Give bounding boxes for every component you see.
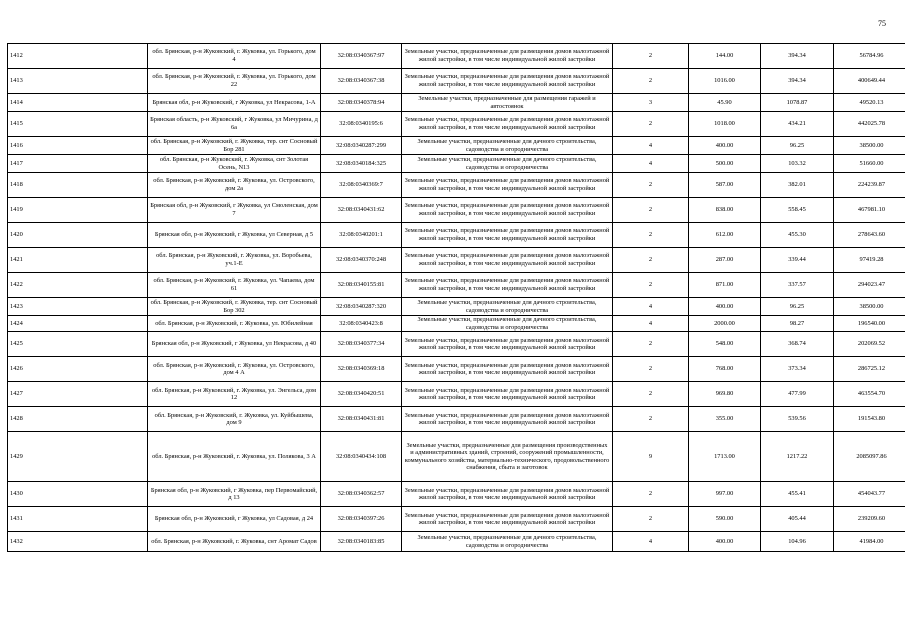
row-land-use: Земельные участки, предназначенные для размещения производственных и административных зданий, строений, сооружений промышленности, коммунального хозяйства, материально-технического, продовольственного снабжения, сбыта и заготовок [402,432,613,482]
row-cadastral-number: 32:08:0340367:38 [321,69,402,94]
row-number: 1415 [8,112,148,137]
row-cadastral-value: 239209.60 [834,507,905,532]
row-cadastral-number: 32:08:0340434:108 [321,432,402,482]
row-number: 1428 [8,407,148,432]
row-category: 4 [613,298,689,316]
row-number: 1413 [8,69,148,94]
row-area: 871.00 [689,273,761,298]
row-land-use: Земельные участки, предназначенные для размещения домов малоэтажной жилой застройки, в том числе индивидуальной жилой застройки [402,44,613,69]
table-row [8,298,905,316]
row-land-use: Земельные участки, предназначенные для дачного строительства, садоводства и огородничества [402,316,613,332]
row-cadastral-number: 32:08:0340369:7 [321,173,402,198]
table-row [8,407,905,432]
row-land-use: Земельные участки, предназначенные для дачного строительства, садоводства и огородничества [402,532,613,552]
row-address: Брянская обл, р-н Жуковский, г Жуковка, ул Некрасова, д 40 [148,332,321,357]
row-number: 1420 [8,223,148,248]
row-category: 4 [613,316,689,332]
row-land-use: Земельные участки, предназначенные для размещения домов малоэтажной жилой застройки, в том числе индивидуальной жилой застройки [402,112,613,137]
row-category: 2 [613,248,689,273]
row-category: 2 [613,507,689,532]
row-area: 997.00 [689,482,761,507]
row-category: 2 [613,112,689,137]
row-specific-value: 339.44 [761,248,834,273]
row-address: обл. Брянская, р-н Жуковский, г. Жуковка, тер. снт Сосновый Бор 281 [148,137,321,155]
row-number: 1424 [8,316,148,332]
table-row [8,248,905,273]
row-cadastral-value: 224239.87 [834,173,905,198]
row-area: 500.00 [689,155,761,173]
row-category: 2 [613,273,689,298]
row-cadastral-value: 56784.96 [834,44,905,69]
row-land-use: Земельные участки, предназначенные для размещения домов малоэтажной жилой застройки, в том числе индивидуальной жилой застройки [402,482,613,507]
row-cadastral-value: 454043.77 [834,482,905,507]
row-number: 1425 [8,332,148,357]
row-land-use: Земельные участки, предназначенные для размещения домов малоэтажной жилой застройки, в том числе индивидуальной жилой застройки [402,332,613,357]
row-area: 400.00 [689,298,761,316]
row-address: обл. Брянская, р-н Жуковский, г. Жуковка, снт Золотая Осень, N13 [148,155,321,173]
row-number: 1423 [8,298,148,316]
row-cadastral-number: 32:08:0340287:299 [321,137,402,155]
row-specific-value: 104.96 [761,532,834,552]
row-area: 2000.00 [689,316,761,332]
row-land-use: Земельные участки, предназначенные для размещения домов малоэтажной жилой застройки, в том числе индивидуальной жилой застройки [402,69,613,94]
row-area: 144.00 [689,44,761,69]
row-address: Брянская обл, р-н Жуковский, г Жуковка, ул Некрасова, 1-А [148,94,321,112]
row-number: 1417 [8,155,148,173]
row-category: 2 [613,332,689,357]
row-area: 1713.00 [689,432,761,482]
row-land-use: Земельные участки, предназначенные для размещения домов малоэтажной жилой застройки, в том числе индивидуальной жилой застройки [402,507,613,532]
row-specific-value: 368.74 [761,332,834,357]
row-address: обл. Брянская, р-н Жуковский, г. Жуковка, ул. Горького, дом 22 [148,69,321,94]
row-land-use: Земельные участки, предназначенные для дачного строительства, садоводства и огородничества [402,137,613,155]
row-cadastral-number: 32:08:0340184:325 [321,155,402,173]
row-specific-value: 382.01 [761,173,834,198]
row-category: 9 [613,432,689,482]
row-cadastral-number: 32:08:0340377:34 [321,332,402,357]
row-category: 3 [613,94,689,112]
table-row [8,112,905,137]
row-address: обл. Брянская, р-н Жуковский, г. Жуковка, ул. Островского, дом 4 А [148,357,321,382]
row-number: 1412 [8,44,148,69]
row-specific-value: 394.34 [761,44,834,69]
row-category: 2 [613,173,689,198]
row-number: 1427 [8,382,148,407]
row-specific-value: 394.34 [761,69,834,94]
table-row [8,69,905,94]
row-specific-value: 539.56 [761,407,834,432]
row-specific-value: 1217.22 [761,432,834,482]
row-area: 1016.00 [689,69,761,94]
row-land-use: Земельные участки, предназначенные для размещения домов малоэтажной жилой застройки, в том числе индивидуальной жилой застройки [402,407,613,432]
row-specific-value: 558.45 [761,198,834,223]
row-category: 2 [613,357,689,382]
row-cadastral-number: 32:08:0340362:57 [321,482,402,507]
row-address: обл. Брянская, р-н Жуковский, г. Жуковка, ул. Островского, дом 2а [148,173,321,198]
row-number: 1429 [8,432,148,482]
row-land-use: Земельные участки, предназначенные для дачного строительства, садоводства и огородничества [402,155,613,173]
row-cadastral-number: 32:08:0340287:320 [321,298,402,316]
row-specific-value: 434.21 [761,112,834,137]
row-number: 1414 [8,94,148,112]
row-cadastral-value: 97419.28 [834,248,905,273]
table-row [8,273,905,298]
row-category: 2 [613,69,689,94]
row-specific-value: 98.27 [761,316,834,332]
row-specific-value: 455.41 [761,482,834,507]
row-cadastral-number: 32:08:0340370:248 [321,248,402,273]
row-category: 4 [613,532,689,552]
row-area: 590.00 [689,507,761,532]
row-address: Брянская обл, р-н Жуковский, г Жуковка, ул Смоленская, дом 7 [148,198,321,223]
row-area: 612.00 [689,223,761,248]
row-number: 1426 [8,357,148,382]
row-specific-value: 477.99 [761,382,834,407]
page-number: 75 [878,19,886,28]
row-address: обл. Брянская, р-н Жуковский, г. Жуковка, ул. Горького, дом 4 [148,44,321,69]
row-area: 355.00 [689,407,761,432]
table-row [8,332,905,357]
row-number: 1422 [8,273,148,298]
row-category: 2 [613,482,689,507]
row-cadastral-number: 32:08:0340431:62 [321,198,402,223]
table-row [8,507,905,532]
row-number: 1418 [8,173,148,198]
row-cadastral-number: 32:08:0340155:81 [321,273,402,298]
row-cadastral-value: 202069.52 [834,332,905,357]
cadastral-value-table [7,43,905,552]
row-cadastral-number: 32:08:0340423:8 [321,316,402,332]
row-category: 2 [613,223,689,248]
row-specific-value: 96.25 [761,298,834,316]
row-land-use: Земельные участки, предназначенные для дачного строительства, садоводства и огородничества [402,298,613,316]
row-cadastral-value: 294023.47 [834,273,905,298]
row-address: обл. Брянская, р-н Жуковский, г. Жуковка, ул. Чапаева, дом 61 [148,273,321,298]
row-address: обл. Брянская, р-н Жуковский, г. Жуковка, снт Аромат Садов [148,532,321,552]
row-area: 400.00 [689,532,761,552]
row-land-use: Земельные участки, предназначенные для размещения гаражей и автостоянок [402,94,613,112]
row-land-use: Земельные участки, предназначенные для размещения домов малоэтажной жилой застройки, в том числе индивидуальной жилой застройки [402,173,613,198]
table-body [8,44,905,552]
row-cadastral-number: 32:08:0340195:6 [321,112,402,137]
table-row [8,532,905,552]
row-cadastral-number: 32:08:0340431:81 [321,407,402,432]
table-row [8,357,905,382]
row-category: 2 [613,382,689,407]
row-number: 1421 [8,248,148,273]
row-specific-value: 455.30 [761,223,834,248]
row-cadastral-value: 286725.12 [834,357,905,382]
table-row [8,44,905,69]
row-specific-value: 1078.87 [761,94,834,112]
table-row [8,432,905,482]
row-area: 768.00 [689,357,761,382]
table-row [8,223,905,248]
row-land-use: Земельные участки, предназначенные для размещения домов малоэтажной жилой застройки, в том числе индивидуальной жилой застройки [402,273,613,298]
row-address: обл. Брянская, р-н Жуковский, г. Жуковка, ул. Куйбышева, дом 9 [148,407,321,432]
row-area: 45.90 [689,94,761,112]
row-cadastral-number: 32:08:0340420:51 [321,382,402,407]
row-land-use: Земельные участки, предназначенные для размещения домов малоэтажной жилой застройки, в том числе индивидуальной жилой застройки [402,248,613,273]
table-row [8,316,905,332]
row-cadastral-value: 38500.00 [834,298,905,316]
row-address: Брянская обл, р-н Жуковский, г Жуковка, пер Первомайский, д 13 [148,482,321,507]
row-category: 2 [613,198,689,223]
row-number: 1430 [8,482,148,507]
row-cadastral-value: 400649.44 [834,69,905,94]
row-address: обл. Брянская, р-н Жуковский, г. Жуковка, ул. Энгельса, дом 12 [148,382,321,407]
row-category: 4 [613,155,689,173]
table-row [8,155,905,173]
row-address: обл. Брянская, р-н Жуковский, г. Жуковка, ул. Воробьева, уч.1-Е [148,248,321,273]
row-land-use: Земельные участки, предназначенные для размещения домов малоэтажной жилой застройки, в том числе индивидуальной жилой застройки [402,198,613,223]
table-row [8,198,905,223]
row-area: 587.00 [689,173,761,198]
row-address: обл. Брянская, р-н Жуковский, г. Жуковка, ул. Юбилейная [148,316,321,332]
table-row [8,382,905,407]
table-row [8,173,905,198]
row-address: Брянская область, р-н Жуковский, г Жуковка, ул Мичурина, д 6а [148,112,321,137]
row-category: 4 [613,137,689,155]
row-specific-value: 103.32 [761,155,834,173]
row-land-use: Земельные участки, предназначенные для размещения домов малоэтажной жилой застройки, в том числе индивидуальной жилой застройки [402,382,613,407]
table-row [8,94,905,112]
row-cadastral-value: 463554.70 [834,382,905,407]
row-category: 2 [613,44,689,69]
row-category: 2 [613,407,689,432]
row-cadastral-value: 51660.00 [834,155,905,173]
row-land-use: Земельные участки, предназначенные для размещения домов малоэтажной жилой застройки, в том числе индивидуальной жилой застройки [402,357,613,382]
table-row [8,482,905,507]
row-cadastral-number: 32:08:0340367:97 [321,44,402,69]
row-cadastral-value: 2085097.86 [834,432,905,482]
row-area: 287.00 [689,248,761,273]
row-number: 1416 [8,137,148,155]
row-cadastral-value: 196540.00 [834,316,905,332]
row-land-use: Земельные участки, предназначенные для размещения домов малоэтажной жилой застройки, в том числе индивидуальной жилой застройки [402,223,613,248]
row-number: 1431 [8,507,148,532]
table-row [8,137,905,155]
row-cadastral-value: 41984.00 [834,532,905,552]
row-area: 838.00 [689,198,761,223]
row-cadastral-value: 191543.80 [834,407,905,432]
row-area: 969.80 [689,382,761,407]
row-cadastral-value: 38500.00 [834,137,905,155]
row-address: Брянская обл, р-н Жуковский, г Жуковка, ул Северная, д 5 [148,223,321,248]
row-cadastral-number: 32:08:0340183:85 [321,532,402,552]
row-number: 1432 [8,532,148,552]
row-cadastral-value: 278643.60 [834,223,905,248]
row-specific-value: 405.44 [761,507,834,532]
row-area: 548.00 [689,332,761,357]
row-number: 1419 [8,198,148,223]
row-address: Брянская обл, р-н Жуковский, г Жуковка, ул Садовая, д 24 [148,507,321,532]
row-specific-value: 96.25 [761,137,834,155]
row-address: обл. Брянская, р-н Жуковский, г. Жуковка, тер. снт Сосновый Бор 302 [148,298,321,316]
row-cadastral-value: 467981.10 [834,198,905,223]
row-cadastral-number: 32:08:0340378:94 [321,94,402,112]
row-address: обл. Брянская, р-н Жуковский, г. Жуковка, ул. Полякова, 3 А [148,432,321,482]
row-specific-value: 337.57 [761,273,834,298]
row-cadastral-value: 442025.78 [834,112,905,137]
row-cadastral-number: 32:08:0340201:1 [321,223,402,248]
row-specific-value: 373.34 [761,357,834,382]
row-cadastral-number: 32:08:0340397:26 [321,507,402,532]
row-cadastral-value: 49520.13 [834,94,905,112]
row-area: 400.00 [689,137,761,155]
row-area: 1018.00 [689,112,761,137]
row-cadastral-number: 32:08:0340369:18 [321,357,402,382]
